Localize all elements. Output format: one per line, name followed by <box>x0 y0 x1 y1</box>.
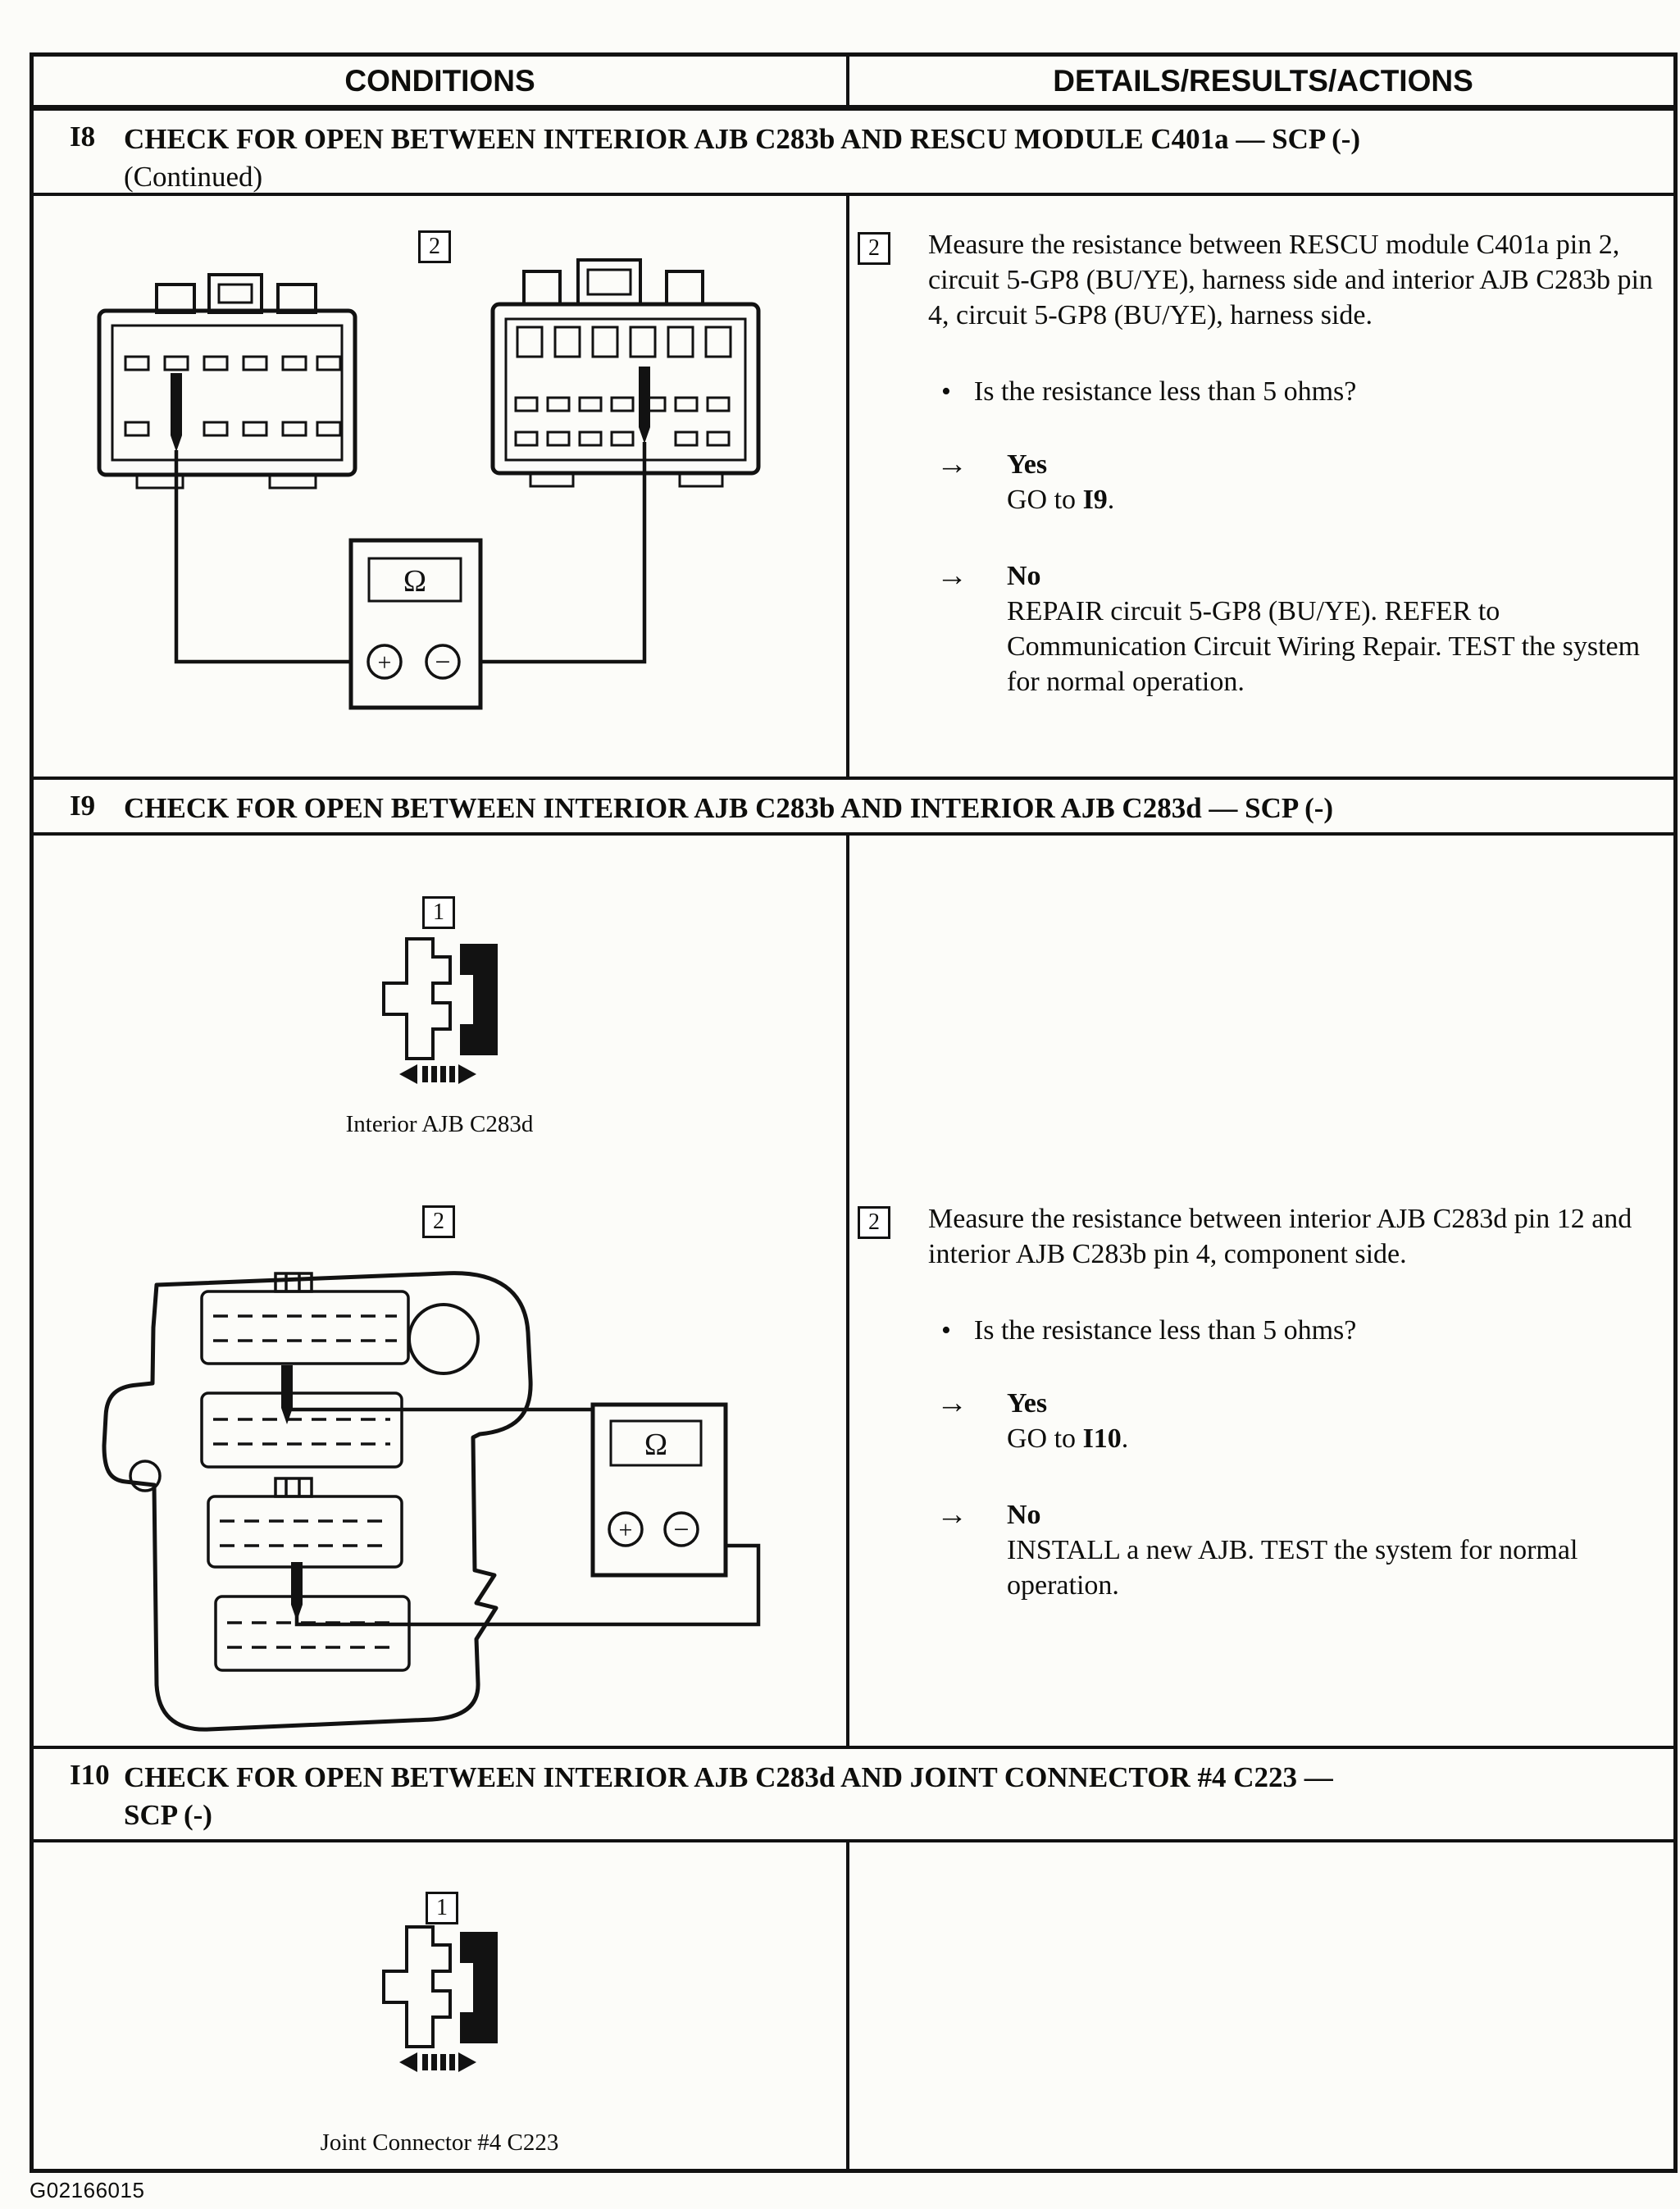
i8-continued-label: (Continued) <box>124 161 263 193</box>
connector-side-icon <box>384 1927 498 2047</box>
i8-no-action: REPAIR circuit 5-GP8 (BU/YE). REFER to Communication Circuit Wiring Repair. TEST the system for normal operation. <box>1007 596 1641 697</box>
i9-fig1-callout <box>422 896 455 929</box>
i10-title: CHECK FOR OPEN BETWEEN INTERIOR AJB C283d AND JOINT CONNECTOR #4 C223 — SCP (-) <box>124 1761 1333 1831</box>
i8-diagram-step-callout <box>418 230 451 263</box>
i9-question-line <box>928 1313 1654 1348</box>
i10-fig1-callout <box>426 1892 458 1924</box>
i8-yes-label: Yes <box>1007 449 1048 480</box>
i8-instruction: Measure the resistance between RESCU module C401a pin 2, circuit 5-GP8 (BU/YE), harness side and interior AJB C283b pin 4, circuit 5-GP8 (BU/YE), harness side. <box>928 230 1653 330</box>
left-test-lead <box>176 450 368 662</box>
conditions-header: CONDITIONS <box>344 63 535 98</box>
arrow-icon: → <box>936 1386 967 1420</box>
i10-step-id: I10 <box>70 1759 110 1791</box>
i9-step-callout <box>858 1206 890 1239</box>
i9-yes-action-end: . <box>1121 1423 1129 1454</box>
i9-instruction: Measure the resistance between interior AJB C283d pin 12 and interior AJB C283b pin 4, component side. <box>928 1204 1632 1269</box>
i8-yes-action <box>1007 482 1114 517</box>
left-probe-icon <box>171 373 182 452</box>
plus-terminal-label: + <box>377 649 392 676</box>
i8-question-line <box>928 374 1654 409</box>
i8-yes-branch <box>928 447 1654 517</box>
arrow-icon: → <box>936 1497 967 1532</box>
i8-details-cell <box>853 196 1673 777</box>
i9-yes-target-step: I10 <box>1082 1423 1122 1454</box>
minus-terminal-label: − <box>435 647 451 678</box>
i9-yes-action <box>1007 1421 1128 1456</box>
details-header-cell <box>853 57 1673 105</box>
i9-no-action: INSTALL a new AJB. TEST the system for normal operation. <box>1007 1535 1578 1601</box>
i9-conditions-cell <box>34 836 849 1746</box>
i8-content-row <box>34 196 1673 780</box>
i8-no-branch <box>928 558 1654 699</box>
ajb-mounting-hole-small <box>130 1461 160 1491</box>
figure-code: G02166015 <box>30 2178 145 2202</box>
i9-content-row <box>34 836 1673 1749</box>
i9-no-branch <box>928 1497 1654 1603</box>
i8-yes-action-end: . <box>1107 485 1115 515</box>
ohmmeter-symbol: Ω <box>644 1428 668 1462</box>
i9-title: CHECK FOR OPEN BETWEEN INTERIOR AJB C283b AND INTERIOR AJB C283d — SCP (-) <box>124 792 1334 824</box>
i9-no-body <box>1007 1497 1654 1603</box>
width-indicator-icon <box>399 2052 476 2072</box>
i9-fig1-number: 1 <box>433 900 444 925</box>
i10-fig1-number: 1 <box>436 1895 448 1920</box>
i10-title-row <box>34 1749 1673 1842</box>
i9-fig2-number: 2 <box>433 1209 444 1234</box>
pinpoint-test-table <box>30 52 1678 2173</box>
ajb-connector-slots <box>202 1273 409 1670</box>
i8-title-text: CHECK FOR OPEN BETWEEN INTERIOR AJB C283b AND RESCU MODULE C401a — SCP (-) <box>124 123 1361 155</box>
i9-no-label: No <box>1007 1500 1041 1530</box>
i8-yes-action-pre: GO to <box>1007 485 1083 515</box>
i10-details-cell <box>853 1842 1673 2169</box>
ajb-mounting-hole-large <box>409 1305 478 1373</box>
multimeter-icon <box>351 540 480 708</box>
plus-terminal-label: + <box>618 1516 633 1544</box>
right-probe-icon <box>639 367 650 444</box>
left-connector-pins <box>125 357 340 435</box>
i9-step-id: I9 <box>70 790 96 822</box>
i8-title <box>124 121 1360 196</box>
i8-step-callout <box>858 232 890 265</box>
i9-yes-branch <box>928 1386 1654 1456</box>
bullet-icon: • <box>941 1315 951 1346</box>
left-connector-icon <box>99 275 355 488</box>
i9-measurement-diagram <box>34 836 849 1749</box>
probe-icon <box>291 1562 303 1621</box>
i9-details-cell <box>853 836 1673 1746</box>
i8-yes-target-step: I9 <box>1082 485 1108 515</box>
right-connector-icon <box>493 260 758 486</box>
i9-question: Is the resistance less than 5 ohms? <box>973 1315 1357 1346</box>
i8-no-label: No <box>1007 561 1041 591</box>
right-connector-pins <box>516 327 731 445</box>
i8-conditions-cell <box>34 196 849 777</box>
i9-title-row <box>34 780 1673 836</box>
i8-title-row <box>34 111 1673 196</box>
width-indicator-icon <box>399 1064 476 1084</box>
i8-diagram-step-number: 2 <box>429 234 440 259</box>
i8-yes-body <box>1007 447 1114 517</box>
minus-terminal-label: − <box>673 1514 690 1546</box>
table-header-row <box>34 57 1673 111</box>
probe-icon <box>281 1365 293 1424</box>
arrow-icon: → <box>936 558 967 593</box>
details-header: DETAILS/RESULTS/ACTIONS <box>1053 63 1473 98</box>
connector-side-icon <box>384 939 498 1059</box>
bullet-icon: • <box>941 376 951 407</box>
i10-fig1-caption: Joint Connector #4 C223 <box>320 2129 559 2156</box>
i9-fig2-callout <box>422 1205 455 1238</box>
i8-step-id: I8 <box>70 121 96 153</box>
i9-yes-action-pre: GO to <box>1007 1423 1083 1454</box>
arrow-icon: → <box>936 447 967 481</box>
conditions-header-cell <box>34 57 849 105</box>
i9-details-text <box>928 1201 1654 1644</box>
i8-step-number: 2 <box>868 235 880 261</box>
multimeter-icon <box>593 1405 726 1575</box>
i8-details-text <box>928 227 1654 740</box>
ohmmeter-symbol: Ω <box>403 564 427 599</box>
i10-content-row <box>34 1842 1673 2169</box>
i8-measurement-diagram <box>34 196 849 780</box>
i9-yes-label: Yes <box>1007 1388 1048 1419</box>
i9-yes-body <box>1007 1386 1128 1456</box>
i9-fig1-caption: Interior AJB C283d <box>345 1111 534 1137</box>
i10-conditions-cell <box>34 1842 849 2169</box>
i9-step-number: 2 <box>868 1209 880 1235</box>
i8-no-body <box>1007 558 1654 699</box>
i8-question: Is the resistance less than 5 ohms? <box>973 376 1357 407</box>
